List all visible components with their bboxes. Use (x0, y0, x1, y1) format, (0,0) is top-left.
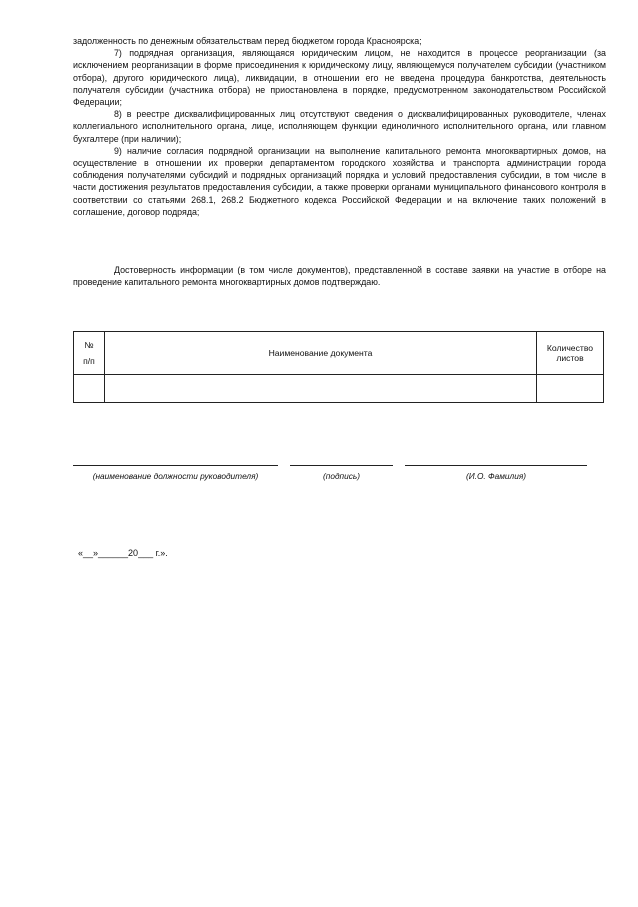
name-label: (И.О. Фамилия) (465, 471, 527, 481)
sign-label: (подпись) (323, 471, 360, 481)
documents-table (73, 331, 604, 403)
paragraph-item-9: 9) наличие согласия подрядной организации на выполнение капитального ремонта многоквартирных домов, на осуществление в отношении их проверки департаментом городского хозяйства и транспорта администрации города соблюдения получателями субсидий и подрядных организаций порядка и условий предоставления субсидии, в том числе в части достижения результатов предоставления субсидии, а также проверки органами муниципального финансового контроля в соответствии со статьями 268.1, 268.2 Бюджетного кодекса Российской Федерации и на включение таких положений в соглашение, договор подряда; (73, 145, 606, 217)
table-cell-name[interactable] (105, 375, 537, 403)
header-count-line1: Количество (546, 343, 594, 353)
date-line: «__»______20___ г.». (78, 548, 168, 558)
table-header-row (74, 332, 604, 375)
signature-line[interactable] (290, 465, 393, 466)
header-number-line2: п/п (83, 356, 95, 366)
position-signature-line[interactable] (73, 465, 278, 466)
table-cell-number[interactable] (74, 375, 105, 403)
header-count-line2: листов (556, 353, 584, 363)
paragraph-item-7: 7) подрядная организация, являющаяся юридическим лицом, не находится в процессе реорганизации (за исключением реорганизации в форме присоединения к юридическому лицу, являющемуся получателем субсидии (участником отбора), другого юридического лица), ликвидации, в отношении его не введена процедура банкротства, деятельность получателя субсидии (участника отбора) не приостановлена в порядке, предусмотренном законодательством Российской Федерации; (73, 48, 606, 108)
table-cell-count[interactable] (537, 375, 604, 403)
header-document-name: Наименование документа (105, 332, 537, 375)
header-sheet-count (537, 332, 604, 375)
name-signature-line[interactable] (405, 465, 587, 466)
header-number (74, 332, 105, 375)
paragraph-item-8: 8) в реестре дисквалифицированных лиц отсутствуют сведения о дисквалифицированных руководителе, членах коллегиального исполнительного органа, лице, исполняющем функции единоличного исполнительного органа, или главном бухгалтере (при наличии); (73, 109, 606, 144)
conditions-list (73, 35, 606, 218)
table-row (74, 375, 604, 403)
header-number-line1: № (84, 340, 94, 350)
paragraph-debt: задолженность по денежным обязательствам перед бюджетом города Красноярска; (73, 36, 422, 46)
position-label: (наименование должности руководителя) (92, 471, 259, 481)
confirmation-statement: Достоверность информации (в том числе документов), представленной в составе заявки на участие в отборе на проведение капитального ремонта многоквартирных домов подтверждаю. (73, 265, 606, 288)
